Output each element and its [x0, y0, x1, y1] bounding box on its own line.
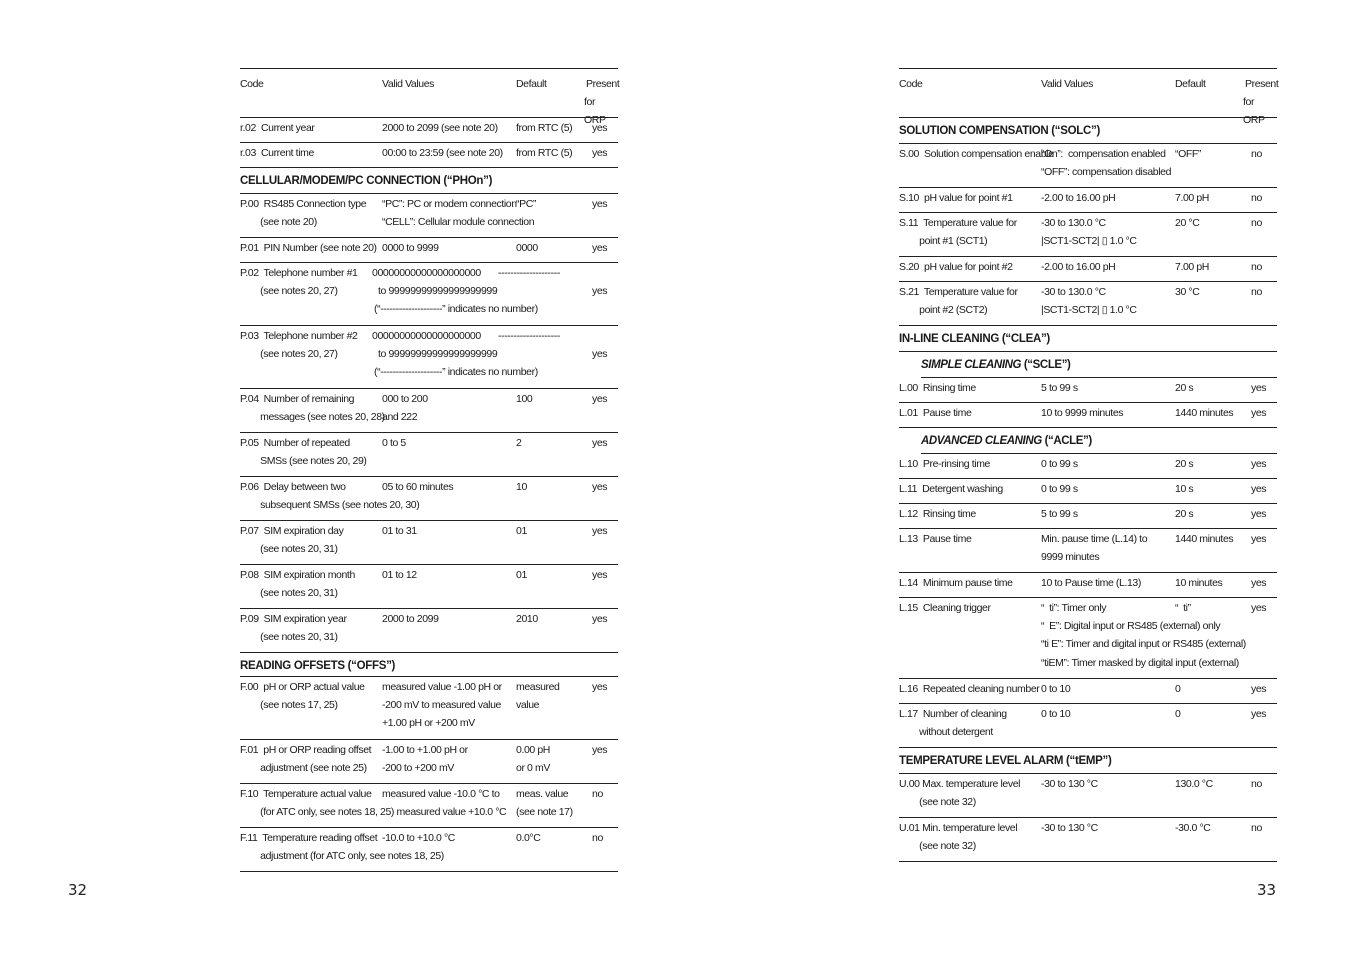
table-row: S.00 Solution compensation enable “On”: compensation enabled “OFF”: compensation disabled “OFF” no [899, 144, 1277, 188]
table-row: F.11 Temperature reading offset adjustment (for ATC only, see notes 18, 25) -10.0 to +10.0 °C 0.0°C no [240, 828, 618, 872]
table-row: L.11 Detergent washing 0 to 99 s 10 s yes [899, 479, 1277, 504]
table-row: P.02 Telephone number #1 (see notes 20, 27) 00000000000000000000 -------------------- to 99999999999999999999 (“--------------------” indicates no number) yes [240, 263, 618, 326]
section-heading-solc: SOLUTION COMPENSATION (“SOLC”) [899, 118, 1277, 144]
table-row: r.02 Current year 2000 to 2099 (see note 20) from RTC (5) yes [240, 118, 618, 143]
table-row: P.09 SIM expiration year (see notes 20, 31) 2000 to 2099 2010 yes [240, 609, 618, 653]
table-row: F.00 pH or ORP actual value (see notes 17, 25) measured value -1.00 pH or -200 mV to measured value +1.00 pH or +200 mV measured value yes [240, 677, 618, 740]
table-row: U.00 Max. temperature level (see note 32) -30 to 130 °C 130.0 °C no [899, 774, 1277, 818]
table-row: F.01 pH or ORP reading offset adjustment (see note 25) -1.00 to +1.00 pH or -200 to +200 mV 0.00 pH or 0 mV yes [240, 740, 618, 784]
subsection-simple-cleaning: SIMPLE CLEANING (“SCLE”) [921, 352, 1277, 378]
table-row: F.10 Temperature actual value (for ATC only, see notes 18, 25) measured value +10.0 °C measured value -10.0 °C to meas. value (see note 17) no [240, 784, 618, 828]
header-code: Code [240, 78, 264, 90]
right-parameter-table [899, 68, 1277, 862]
table-row: L.16 Repeated cleaning number 0 to 10 0 yes [899, 679, 1277, 704]
table-row: S.21 Temperature value for point #2 (SCT2) -30 to 130.0 °C |SCT1-SCT2| ▯ 1.0 °C 30 °C no [899, 282, 1277, 326]
subsection-advanced-cleaning: ADVANCED CLEANING (“ACLE”) [921, 428, 1277, 454]
table-header [240, 68, 620, 126]
left-parameter-table [240, 68, 618, 872]
page-number-left: 32 [68, 881, 88, 899]
section-heading-offs: READING OFFSETS (“OFFS”) [240, 653, 618, 677]
table-row: P.00 RS485 Connection type (see note 20) “PC”: PC or modem connection “CELL”: Cellular module connection “PC” yes [240, 194, 618, 238]
header-code: Code [899, 78, 923, 90]
header-valid-values: Valid Values [1041, 78, 1094, 90]
table-row: P.06 Delay between two subsequent SMSs (see notes 20, 30) 05 to 60 minutes 10 yes [240, 477, 618, 521]
table-row: S.10 pH value for point #1 -2.00 to 16.00 pH 7.00 pH no [899, 188, 1277, 213]
table-row: S.20 pH value for point #2 -2.00 to 16.00 pH 7.00 pH no [899, 257, 1277, 282]
header-default: Default [1175, 78, 1206, 90]
table-header [899, 68, 1279, 126]
table-row: P.04 Number of remaining messages (see notes 20, 28) 000 to 200 and 222 100 yes [240, 389, 618, 433]
section-heading-clea: IN-LINE CLEANING (“CLEA”) [899, 326, 1277, 352]
table-row: L.17 Number of cleaning without detergent 0 to 10 0 yes [899, 704, 1277, 748]
table-row: P.03 Telephone number #2 (see notes 20, 27) 00000000000000000000 -------------------- to 99999999999999999999 (“--------------------” indicates no number) yes [240, 326, 618, 389]
table-row: L.13 Pause time Min. pause time (L.14) to 9999 minutes 1440 minutes yes [899, 529, 1277, 573]
section-heading-temp: TEMPERATURE LEVEL ALARM (“tEMP”) [899, 748, 1277, 774]
table-row: L.14 Minimum pause time 10 to Pause time (L.13) 10 minutes yes [899, 573, 1277, 598]
page-number-right: 33 [1257, 881, 1277, 899]
table-row: P.07 SIM expiration day (see notes 20, 31) 01 to 31 01 yes [240, 521, 618, 565]
table-row: L.00 Rinsing time 5 to 99 s 20 s yes [899, 378, 1277, 403]
left-page [240, 0, 618, 872]
table-row: L.10 Pre-rinsing time 0 to 99 s 20 s yes [899, 454, 1277, 479]
header-for-orp: for ORP [1243, 96, 1265, 126]
section-heading-phon: CELLULAR/MODEM/PC CONNECTION (“PHOn”) [240, 168, 618, 194]
right-page [899, 0, 1277, 862]
table-row: P.05 Number of repeated SMSs (see notes 20, 29) 0 to 5 2 yes [240, 433, 618, 477]
table-row: P.01 PIN Number (see note 20) 0000 to 9999 0000 yes [240, 238, 618, 263]
table-row: S.11 Temperature value for point #1 (SCT1) -30 to 130.0 °C |SCT1-SCT2| ▯ 1.0 °C 20 °C no [899, 213, 1277, 257]
header-for-orp: for ORP [584, 96, 606, 126]
header-present: Present [1245, 78, 1279, 90]
table-row: P.08 SIM expiration month (see notes 20, 31) 01 to 12 01 yes [240, 565, 618, 609]
table-row: L.12 Rinsing time 5 to 99 s 20 s yes [899, 504, 1277, 529]
header-valid-values: Valid Values [382, 78, 435, 90]
table-row: U.01 Min. temperature level (see note 32) -30 to 130 °C -30.0 °C no [899, 818, 1277, 862]
table-row: L.01 Pause time 10 to 9999 minutes 1440 minutes yes [899, 403, 1277, 428]
table-row: r.03 Current time 00:00 to 23:59 (see note 20) from RTC (5) yes [240, 143, 618, 168]
header-present: Present [586, 78, 620, 90]
header-default: Default [516, 78, 547, 90]
table-row: L.15 Cleaning trigger “ ti”: Timer only “ E”: Digital input or RS485 (external) only “ti E”: Timer and digital input or RS485 (external) “tiEM”: Timer masked by digital input (external) “ ti” yes [899, 598, 1277, 679]
